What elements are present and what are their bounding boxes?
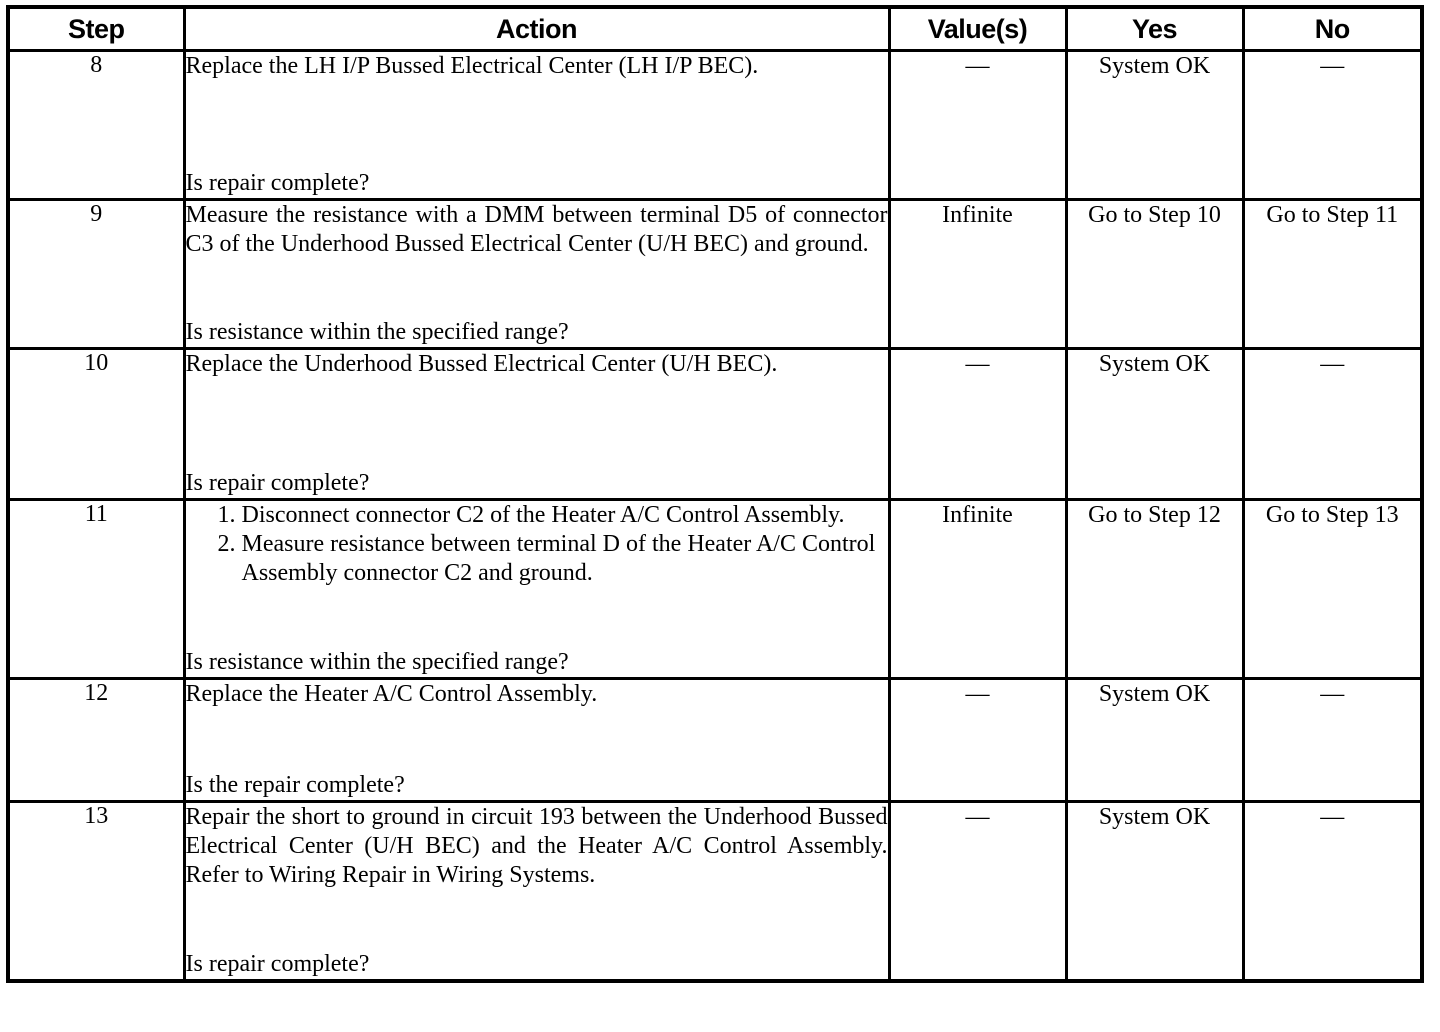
action-text: Repair the short to ground in circuit 193 between the Underhood Bussed Electrical Center (U/H BEC) and the Heater A/C Control Assembly. Refer to Wiring Repair in Wiring Systems. [185,804,888,888]
diagnostic-table [6,5,1424,983]
action-question: Is resistance within the specified range? [185,319,569,345]
action-text: Replace the Underhood Bussed Electrical Center (U/H BEC). [185,351,778,377]
action-cell [184,200,889,349]
header-values: Value(s) [889,7,1066,51]
action-question: Is the repair complete? [185,772,405,798]
step-number: 10 [8,349,184,500]
table-row [8,200,1422,349]
list-item: 1. Disconnect connector C2 of the Heater A/C Control Assembly. [242,501,888,530]
yes-cell: Go to Step 12 [1066,500,1243,679]
table-row [8,679,1422,802]
yes-cell: System OK [1066,51,1243,200]
yes-cell: System OK [1066,802,1243,982]
value-cell: Infinite [889,500,1066,679]
action-text: Replace the Heater A/C Control Assembly. [185,681,598,707]
no-cell: — [1243,679,1422,802]
table-row [8,51,1422,200]
no-cell: Go to Step 11 [1243,200,1422,349]
yes-cell: Go to Step 10 [1066,200,1243,349]
action-text: Measure the resistance with a DMM between terminal D5 of connector C3 of the Underhood Bussed Electrical Center (U/H BEC) and ground. [185,202,888,257]
no-cell: — [1243,349,1422,500]
header-yes: Yes [1066,7,1243,51]
no-cell: — [1243,51,1422,200]
step-number: 9 [8,200,184,349]
header-step: Step [8,7,184,51]
step-number: 11 [8,500,184,679]
action-cell [184,349,889,500]
header-row [8,7,1422,51]
step-number: 12 [8,679,184,802]
table-row [8,500,1422,679]
table-row [8,802,1422,982]
action-steps-list [186,501,888,588]
action-cell [184,51,889,200]
yes-cell: System OK [1066,679,1243,802]
table-row [8,349,1422,500]
yes-cell: System OK [1066,349,1243,500]
no-cell: Go to Step 13 [1243,500,1422,679]
action-question: Is repair complete? [185,951,370,977]
no-cell: — [1243,802,1422,982]
action-text: Replace the LH I/P Bussed Electrical Center (LH I/P BEC). [185,53,759,79]
action-question: Is resistance within the specified range? [185,649,569,675]
action-question: Is repair complete? [185,470,370,496]
value-cell: — [889,349,1066,500]
value-cell: — [889,679,1066,802]
value-cell: Infinite [889,200,1066,349]
step-number: 8 [8,51,184,200]
step-number: 13 [8,802,184,982]
header-no: No [1243,7,1422,51]
value-cell: — [889,802,1066,982]
value-cell: — [889,51,1066,200]
action-cell [184,679,889,802]
action-question: Is repair complete? [185,170,370,196]
header-action: Action [184,7,889,51]
list-item: 2. Measure resistance between terminal D of the Heater A/C Control Assembly connector C2 and ground. [242,530,888,588]
action-cell [184,500,889,679]
action-cell [184,802,889,982]
